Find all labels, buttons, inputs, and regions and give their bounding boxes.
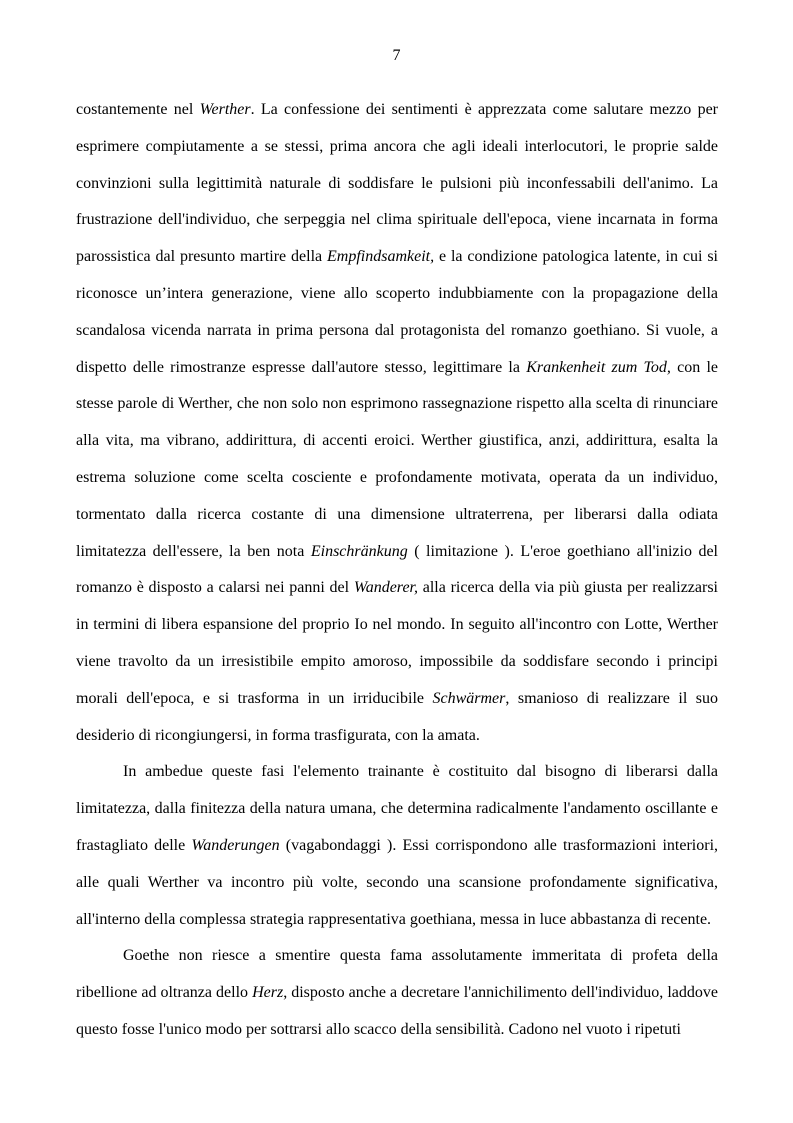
text-run: In ambedue queste fasi l'elemento trainante è costituito dal bisogno di liberarsi dalla limitatezza, dalla finitezza della natura umana, che determina radicalmente l'andamento oscillante e frastagliato delle <box>76 763 718 854</box>
italic-term: Werther <box>199 101 251 118</box>
italic-term: Wanderer, <box>353 579 418 597</box>
italic-term: Empfindsamkeit, <box>327 248 435 266</box>
paragraph <box>76 92 718 754</box>
paragraph <box>76 938 718 1048</box>
italic-term: Einschränkung <box>310 542 408 560</box>
italic-term: Wanderungen <box>191 836 280 854</box>
text-run: Goethe non riesce a smentire questa fama assolutamente immeritata di profeta della ribellione ad oltranza dello <box>76 947 718 1002</box>
italic-term: Schwärmer <box>432 689 506 707</box>
text-run: , smanioso di realizzare il suo desiderio di ricongiungersi, in forma trasfigurata, con la amata. <box>76 689 718 744</box>
text-run: ( limitazione ). L'eroe goethiano all'inizio del romanzo è disposto a calarsi nei panni del <box>76 542 718 597</box>
text-run: costantemente nel <box>76 101 200 118</box>
text-run: (vagabondaggi ). Essi corrispondono alle trasformazioni interiori, alle quali Werther va incontro più volte, secondo una scansione profondamente significativa, all'interno della complessa strategia rappresentativa goethiana, messa in luce abbastanza di recente. <box>76 836 719 928</box>
body-text <box>76 92 718 1049</box>
text-run: e la condizione patologica latente, in cui si riconosce un’intera generazione, viene allo scoperto indubbiamente con la propagazione della scandalosa vicenda narrata in prima persona dal protagonista del romanzo goethiano. Si vuole, a dispetto delle rimostranze espresse dall'autore stesso, legittimare la <box>76 248 718 376</box>
page-number: 7 <box>392 47 401 64</box>
text-run: alla ricerca della via più giusta per realizzarsi in termini di libera espansione del proprio Io nel mondo. In seguito all'incontro con Lotte, Werther viene travolto da un irresistibile empito amoroso, impossibile da soddisfare secondo i principi morali dell'epoca, e si trasforma in un irriducibile <box>76 579 718 707</box>
text-run: . La confessione dei sentimenti è apprezzata come salutare mezzo per esprimere compiutamente a se stessi, prima ancora che agli ideali interlocutori, le proprie salde convinzioni sulla legittimità naturale di soddisfare le pulsioni più inconfessabili dell'animo. La frustrazione dell'individuo, che serpeggia nel clima spirituale dell'epoca, viene incarnata in forma parossistica dal presunto martire della <box>76 101 719 266</box>
italic-term: Krankenheit zum Tod, <box>526 358 671 376</box>
paragraph <box>76 754 718 938</box>
text-run: , disposto anche a decretare l'annichilimento dell'individuo, laddove questo fosse l'unico modo per sottrarsi allo scacco della sensibilità. Cadono nel vuoto i ripetuti <box>76 984 718 1038</box>
italic-term: Herz <box>252 984 284 1002</box>
text-run: con le stesse parole di Werther, che non solo non esprimono rassegnazione rispetto alla scelta di rinunciare alla vita, ma vibrano, addirittura, di accenti eroici. Werther giustifica, anzi, addirittura, esalta la estrema soluzione come scelta cosciente e profondamente motivata, operata da un individuo, tormentato dalla ricerca costante di una dimensione ultraterrena, per liberarsi dalla odiata limitatezza dell'essere, la ben nota <box>76 358 719 560</box>
